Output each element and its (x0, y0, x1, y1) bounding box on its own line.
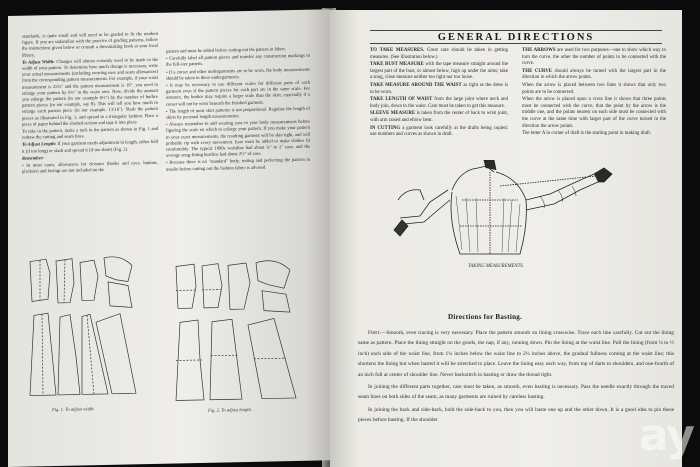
sleeve-measure-heading: SLEEVE MEASURE (370, 111, 416, 117)
waist-measure-heading: TAKE MEASURE AROUND THE WAIST (370, 82, 462, 88)
basting-paragraph-1: —Smooth, even tracing is very necessary. Place the pattern smooth on lining crosswise. Trace each line carefully. Cut out the lining same as pattern. Place the lining straight on the goods, the nap, if any, running down. Pin the lining at the waist line. Pull the lining (from ¼ to ½ inch) each side of the waist line, from 1¼ inches below the waist line to 2¼ inches above, the gradual fullness coming at the waist line; this shortens the lining but when basted it will be stretched to place. Leave the lining easy each way, from top of darts to shoulders, and one-fourth of an inch full at center of shoulder line. Never backstitch in basting or draw the thread tight. (358, 330, 674, 378)
woman-being-measured-drawing (390, 160, 620, 260)
sleeve-measure-text: is taken from the center of back to wrist joint, with arm raised and elbow bent. (370, 111, 508, 123)
tip-1: pattern and must be added before cutting out the pattern in fabric. (166, 46, 287, 54)
arrows-heading: THE ARROWS (522, 48, 556, 53)
intro-text: standards, is quite small and will need to be graded to fit the modern figure. If you are unfamiliar with the practice of grading patterns, follow the instructions given below or consult a dressmaking book at your local library. (22, 30, 158, 58)
basting-paragraph-3: In joining the back and side-back, hold the side-back to you, then you will baste one up and the other down. It is a good idea to pin these pieces before basting. If the shoulder (358, 406, 674, 424)
fig2-caption: Fig. 2. To adjust length. (208, 406, 252, 413)
waist-measure-text: as tight as the dress is to be worn. (370, 82, 508, 95)
tip-2: • Carefully label all pattern pieces and transfer any construction markings to the full-size pattern. (166, 52, 310, 68)
right-page (330, 10, 682, 467)
in-cutting-text: a garment look carefully at the drafts being copied; use numbers and curves as shown in draft. (370, 125, 508, 138)
adjust-length-text: If your garment needs adjustment in length, either fold it (if too long) or slash and spread it (if too short) (Fig. 2). (22, 139, 158, 154)
curve-text: should always be turned with the largest part in the direction in which the arrow points. (522, 68, 666, 81)
left-page (8, 9, 330, 467)
in-cutting-heading: IN CUTTING (370, 125, 401, 131)
tip-4: • It may be necessary to use different scales for different parts of each garment even if the pattern pieces for each part are in the same scale. For instance, the bodice may require a larger scale than the skirt, especially if a corset will not be worn beneath the finished garment. (166, 79, 310, 107)
adjust-width-text: Changes will almost certainly need to be made in the width of your pattern. To determine how much change is necessary, write your actual measurements (including wearing ease and seam allowances) from the corresponding pattern measurements. For example, if your waist measurement is 25½" and the pattern measurement is 19", you need to enlarge your pattern by 6½" in the waist area. Now, divide the amount you enlarge the pattern (in our example 6½") by the number of bodice pattern pieces (in our example, say 8). This will tell you how much to enlarge each pattern piece (in our example, 13/16"). Slash the pattern pieces as illustrated in Fig. 1, and spread to a triangular fashion. Place a piece of paper behind the slashed section and tape it into place. (22, 56, 158, 127)
right-column-1 (370, 48, 508, 140)
arrows-text: are used for two purposes—one to show which way to turn the curve, the other the number of points to be connected with the curve. (522, 48, 666, 67)
basting-first-heading: First. (368, 330, 382, 336)
adjust-width-text-2: To take in the pattern, make a tuck in the pattern as shown in Fig. 1 and redraw the cutting and seam lines. (22, 125, 158, 140)
general-directions-banner (370, 30, 662, 44)
pattern-pieces-width-drawing (24, 251, 144, 404)
letter-a-text: The letter A in corner of draft is the starting point in making draft. (522, 131, 652, 137)
waist-length-text: from the large joint where neck and body join, down to the waist. Care must be taken to get this measure. (370, 97, 508, 109)
left-column-2 (166, 46, 310, 174)
figure-adjust-width (24, 251, 144, 404)
waist-length-heading: TAKE LENGTH OF WAIST (370, 97, 433, 103)
adjust-width-heading: To Adjust Width: (22, 58, 55, 65)
curve-heading: THE CURVE (522, 68, 553, 74)
remember-text: • In most cases, allowances for closures (hooks and eyes, buttons, plackets) and facings are not included on the (22, 159, 158, 174)
remember-heading: Remember: (22, 155, 44, 161)
basting-paragraph-2: In joining the different parts together, care must be taken, as smooth, even basting is necessary. Pass the needle exactly through the traced seam lines on both sides of the seam, as many garments are ruined by careless basting. (358, 384, 674, 401)
arrow-cross-line-text: When the arrow is placed upon a cross line it shows that three points must be connected with the curve, that the point by the arrow is the middle one, and the points nearest on each side must be connected with the curve at the same time with larger part of the curve turned in the direction the arrow points. (522, 97, 666, 129)
tip-3: • If a corset and other undergarments are to be worn, the body measurements should be taken in these undergarments. (166, 66, 310, 81)
illustration-caption: TAKING MEASUREMENTS. (468, 264, 524, 269)
tip-5: • The length of most skirt patterns is not proportional. Regulate the length of skirts by personal length measurements. (166, 105, 310, 120)
take-measures-text: Great care should be taken in getting measures. (See illustration below.) (370, 48, 508, 60)
banner-title: GENERAL DIRECTIONS (437, 32, 595, 43)
watermark-text: ay (638, 410, 694, 461)
taking-measurements-illustration (390, 160, 620, 260)
figure-adjust-length (172, 254, 302, 407)
take-measures-heading: TO TAKE MEASURES. (370, 48, 425, 53)
left-column-1 (22, 31, 158, 176)
basting-section-title: Directions for Basting. (448, 313, 523, 321)
adjust-length-heading: To Adjust Length: (22, 141, 57, 148)
basting-body (358, 328, 674, 428)
tip-6: • Always remember to add wearing ease to your body measurements before figuring the scale on which to enlarge your pattern. If you make your pattern to your exact measurements, the resulting garment will be skin tight, and will probably rip with every movement. Ease must be added to make clothes fit comfortably. The typical 1890s waistline had about ¾" to 1" ease, and the average snug-fitting bustline had about 2½" of ease. (166, 118, 310, 158)
tip-7: • Because there is no "standard" body, testing and perfecting the pattern in muslin before cutting out the fashion fabric is advised. (166, 157, 310, 172)
pattern-pieces-length-drawing (172, 254, 302, 407)
bust-measure-heading: TAKE BUST MEASURE (370, 62, 424, 68)
arrow-between-lines-text: When the arrow is placed between two lines it shows that only two points are to be connected. (522, 82, 666, 95)
fig1-caption: Fig. 1. To adjust width. (52, 406, 95, 413)
bust-measure-text: with the tape measure straight around the largest part of the bust, or almost below, high up under the arms; take a snug, close measure neither too tight nor too loose. (370, 62, 508, 81)
right-column-2 (522, 48, 666, 139)
